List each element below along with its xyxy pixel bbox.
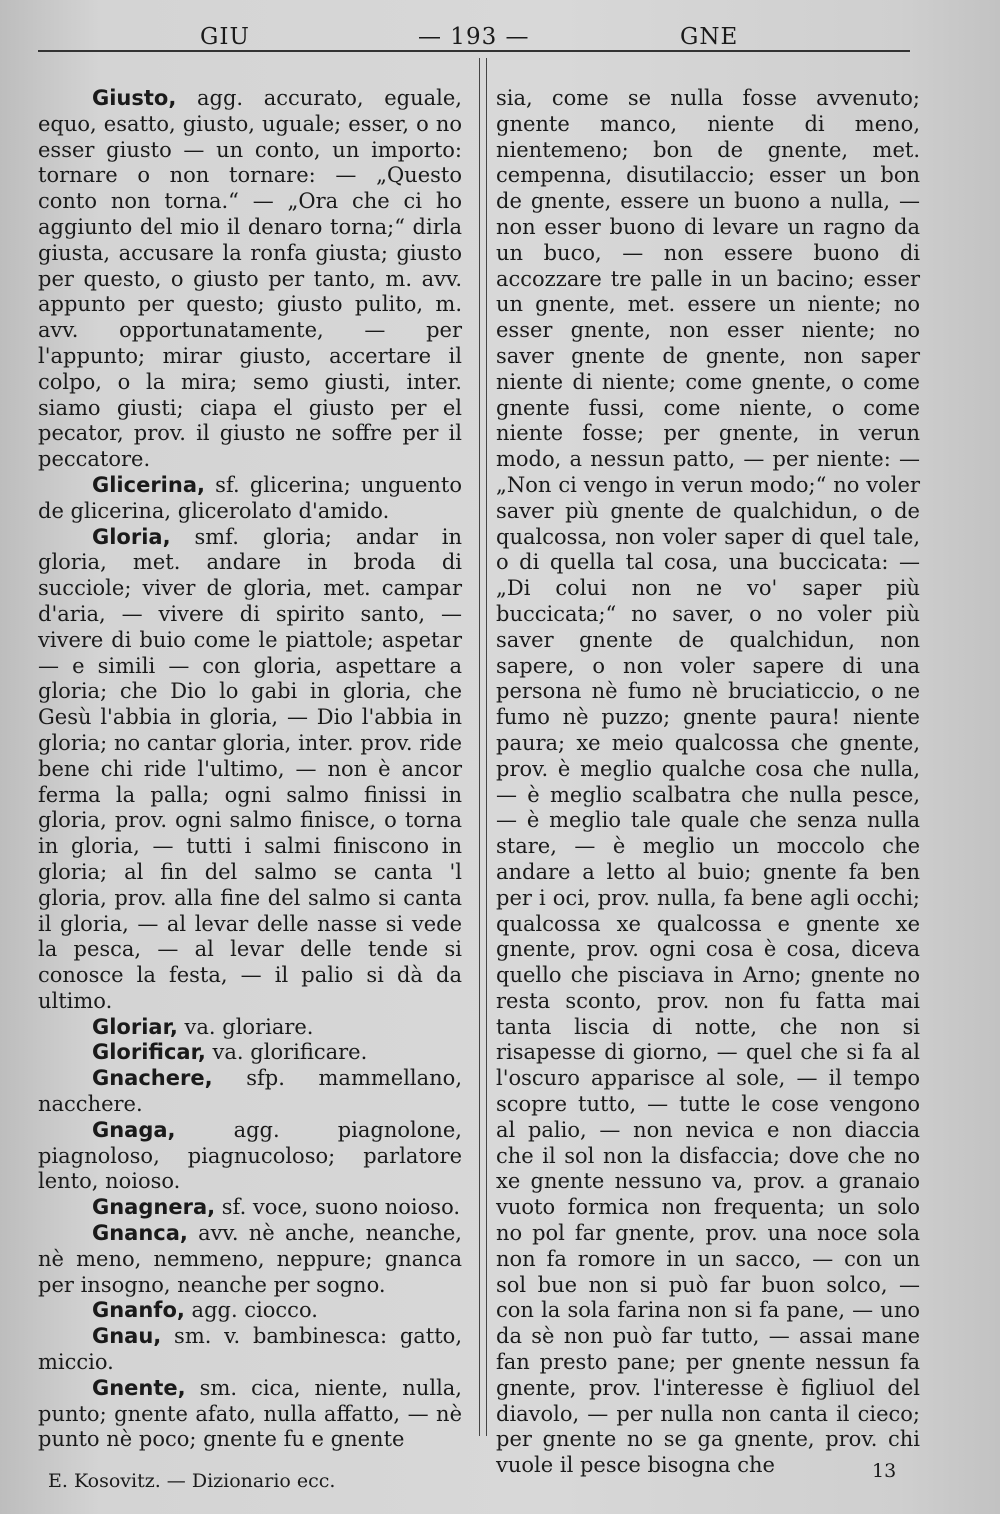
entry-gnagnera	[38, 1195, 462, 1221]
entry-gnanca	[38, 1221, 462, 1298]
entry-gnente	[38, 1376, 462, 1453]
entry-text: agg. ciocco.	[191, 1298, 318, 1323]
column-divider	[479, 58, 487, 1436]
headword: Gnagnera,	[92, 1195, 216, 1220]
headword: Glicerina,	[92, 472, 205, 497]
entry-text: agg. accurato, eguale, equo, esatto, giusto, uguale; esser, o no esser giusto — un conto, un importo: tornare o non tornare: — „Questo conto non torna.“ — „Ora che ci ho aggiunto del mio il denaro torna;“ dirla giusta, accusare la ronfa giusta; giusto per questo, o giusto per tanto, m. avv. appunto per questo; giusto pulito, m. avv. opportunatamente, — per l'appunto; mirar giusto, accertare il colpo, o la mira; semo giusti, inter. siamo giusti; ciapa el giusto per el pecator, prov. il giusto ne soffre per il peccatore.	[38, 86, 462, 472]
entry-text: sm. v. bambinesca: gatto, miccio.	[38, 1324, 462, 1375]
entry-glicerina	[38, 473, 462, 525]
headword: Glorificar,	[92, 1040, 206, 1065]
header-left-guideword: GIU	[200, 24, 250, 50]
headword: Gnau,	[92, 1324, 162, 1349]
entry-gnau	[38, 1324, 462, 1376]
entry-gloria	[38, 525, 462, 1015]
entry-text: va. gloriare.	[184, 1014, 314, 1039]
headword: Gnaga,	[92, 1117, 176, 1142]
headword: Gloria,	[92, 524, 171, 549]
entry-text: va. glorificare.	[212, 1040, 368, 1065]
entry-text: avv. nè anche, neanche, nè meno, nemmeno, neppure; gnanca per insogno, neanche per sogno.	[38, 1221, 462, 1297]
entry-gnanfo	[38, 1298, 462, 1324]
footer-author-title: E. Kosovitz. — Dizionario ecc.	[48, 1470, 336, 1492]
entry-text: smf. gloria; andar in gloria, met. andare in broda di succiole; viver de gloria, met. campar d'aria, — vivere di spirito santo, — vivere di buio come le piattole; aspetar — e simili — con gloria, aspettare a gloria; che Dio lo gabi in gloria, che Gesù l'abbia in gloria, — Dio l'abbia in gloria; no cantar gloria, inter. prov. ride bene chi ride l'ultimo, — non è ancor ferma la palla; ogni salmo finissi in gloria, prov. ogni salmo finisce, o torna in gloria, — tutti i salmi finiscono in gloria; al fin del salmo se canta 'l gloria, prov. alla fine del salmo si canta il gloria, — al levar delle nasse si vede la pesca, — al levar delle tende si conosce la festa, — il palio si dà da ultimo.	[38, 524, 462, 1013]
entry-gnente-continued: sia, come se nulla fosse avvenuto; gnente manco, niente di meno, nientemeno; bon de gnente, met. cempenna, disutilaccio; esser un bon de gnente, essere un buono a nulla, — non esser buono di levare un ragno da un buco, — non essere buono di accozzare tre palle in un bacino; esser un gnente, met. essere un niente; no esser gnente, non esser niente; no saver gnente de gnente, non saper niente di niente; come gnente, o come gnente fussi, come niente, o come niente fosse; per gnente, in verun modo, a nessun patto, — per niente: — „Non ci vengo in verun modo;“ no voler saver più gnente de qualchidun, o de qualcossa, non voler saper di quel tale, o di quella tal cosa, una buccicata: — „Di colui non ne vo' saper più buccicata;“ no saver, o no voler più saver gnente de qualchidun, non sapere, o non voler sapere di una persona nè fumo nè bruciaticcio, o ne fumo nè puzzo; gnente paura! niente paura; xe meio qualcossa che gnente, prov. è meglio qualche cosa che nulla, — è meglio scalbatra che nulla pesce, — è meglio tale quale che senza nulla stare, — è meglio un moccolo che andare a letto al buio; gnente fa ben per i oci, prov. nulla, fa bene agli occhi; qualcossa xe qualcossa e gnente xe gnente, prov. ogni cosa è cosa, diceva quello che pisciava in Arno; gnente no resta sconto, prov. non fu fatta mai tanta liscia di notte, che non si risapesse di giorno, — quel che si fa al l'oscuro apparisce al sole, — il tempo scopre tutto, — tutte le cose vengono al palio, — non nevica e non diaccia che il sol non la disfaccia; dove che no xe gnente nessuno va, prov. a granaio vuoto formica non frequenta; un solo no pol far gnente, prov. una noce sola non fa romore in un sacco, — con un sol bue non si può far buon solco, — con la sola farina non si fa pane, — uno da sè non può far tutto, — assai mane fan presto pane; per gnente nessun fa gnente, prov. l'interesse è figliuol del diavolo, — per nulla non canta il cieco; per gnente no se ga gnente, prov. chi vuole il pesce bisogna che	[496, 86, 920, 1478]
entry-giusto	[38, 86, 462, 473]
entry-text: agg. piagnolone, piagnoloso, piagnucoloso; parlatore lento, noioso.	[38, 1117, 462, 1194]
headword: Gnachere,	[92, 1066, 213, 1091]
headword: Gnente,	[92, 1375, 186, 1400]
entry-text: sfp. mammellano, nacchere.	[38, 1066, 462, 1117]
header-right-guideword: GNE	[680, 24, 739, 50]
header-page-number: — 193 —	[418, 24, 530, 50]
entry-gloriar	[38, 1015, 462, 1041]
headword: Giusto,	[92, 86, 177, 110]
header-rule	[38, 50, 910, 52]
headword: Gnanca,	[92, 1221, 188, 1246]
entry-glorificar	[38, 1040, 462, 1066]
entry-text: sm. cica, niente, nulla, punto; gnente afato, nulla affatto, — nè punto nè poco; gnente fu e gnente	[38, 1375, 462, 1452]
entry-text: sf. glicerina; unguento de glicerina, glicerolato d'amido.	[38, 472, 462, 523]
entry-gnachere	[38, 1066, 462, 1118]
headword: Gloriar,	[92, 1014, 178, 1039]
right-column	[496, 86, 920, 1479]
footer-signature-number: 13	[872, 1460, 897, 1482]
headword: Gnanfo,	[92, 1298, 185, 1323]
entry-text: sf. voce, suono noioso.	[221, 1195, 461, 1220]
page-header	[38, 16, 910, 52]
left-column	[38, 86, 462, 1453]
entry-gnaga	[38, 1118, 462, 1195]
